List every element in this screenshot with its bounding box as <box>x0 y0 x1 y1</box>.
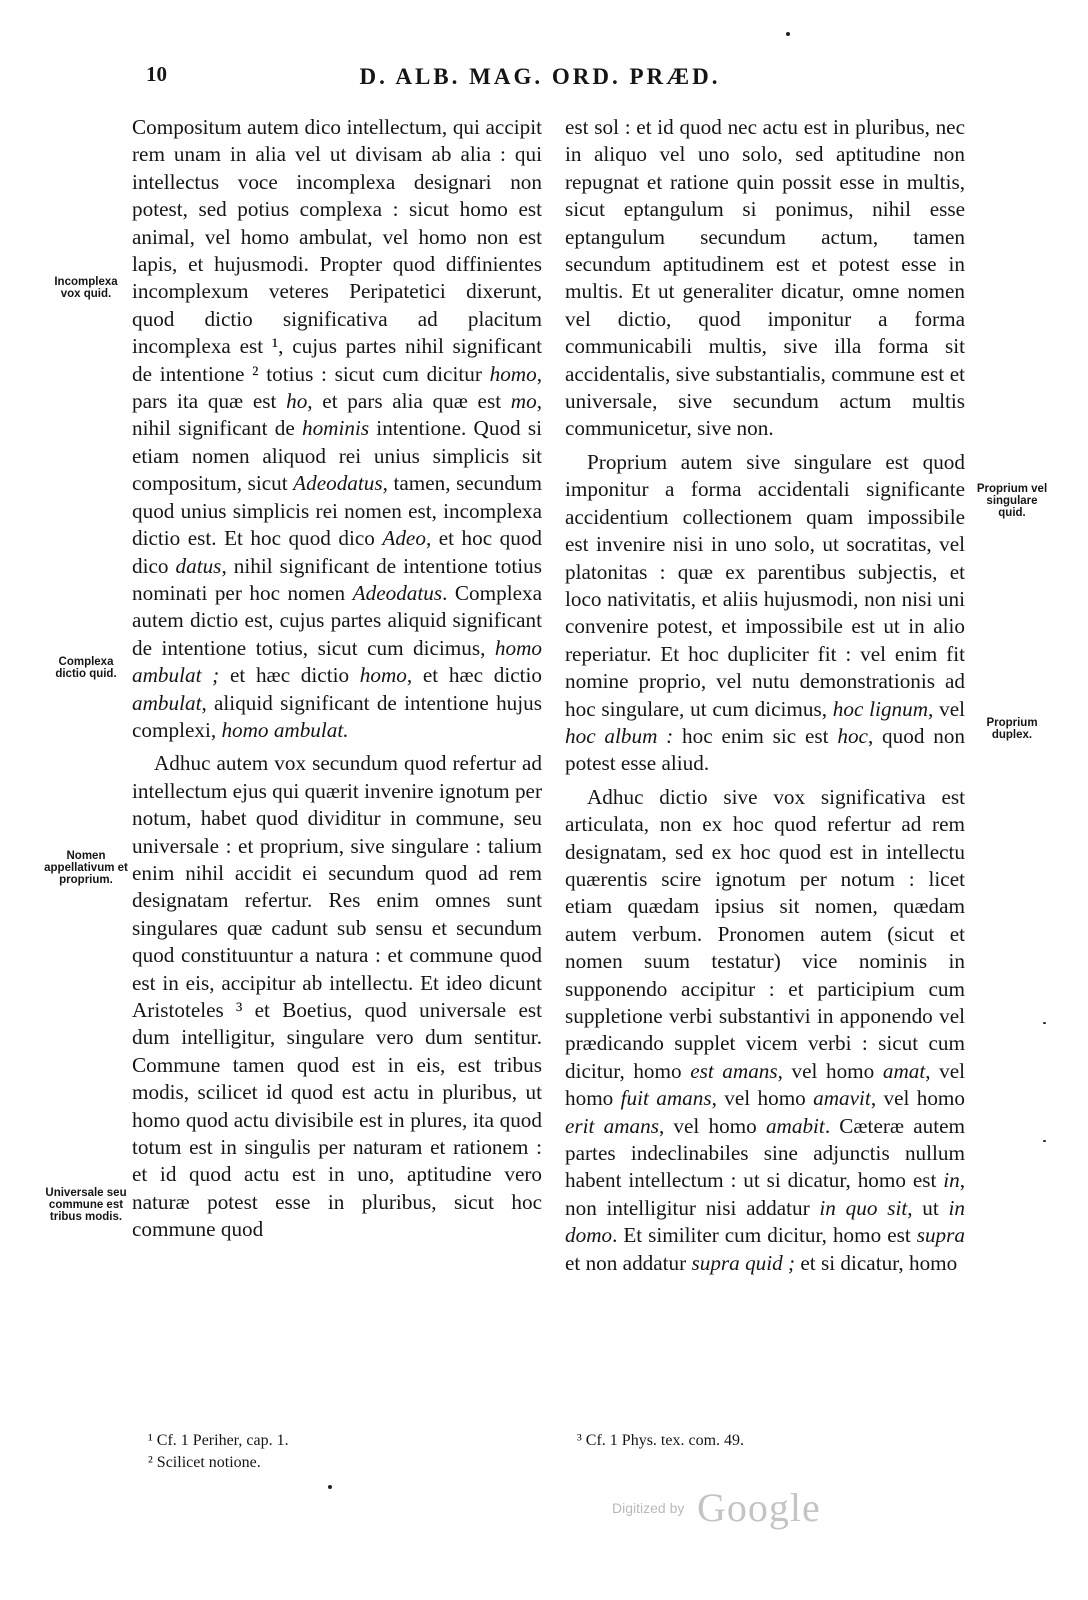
italic-term: Adeodatus <box>352 580 443 605</box>
running-head: D. ALB. MAG. ORD. PRÆD. <box>359 64 721 89</box>
italic-term: homo ambulat. <box>221 717 349 742</box>
italic-term: in quo sit <box>819 1195 908 1220</box>
italic-term: fuit amans <box>620 1086 712 1111</box>
right-column <box>565 114 965 1283</box>
italic-term: datus <box>175 553 222 578</box>
ink-speck <box>1043 1140 1046 1142</box>
paragraph: Adhuc dictio sive vox significativa est articulata, non ex hoc quod refertur ad rem designatam, sed ex hoc quod est in intellectu quærentis scire ignotum per notum : licet etiam quædam ipsius sit nomen, quædam autem verbum. Pronomen autem (sicut et nomen suum testatur) vice nominis in supponendo accipitur : et participium cum suppletione verbi substantivi in apponendo vel prædicando supplet vicem verbi : sicut cum dicitur, homo est amans, vel homo amat, vel homo fuit amans, vel homo amavit, vel homo erit amans, vel homo amabit. Cæteræ autem partes indeclinabiles sine adjunctis nullum habent intellectum : ut si dicatur, homo est in, non intelligitur nisi addatur in quo sit, ut in domo. Et similiter cum dicitur, homo est supra et non addatur supra quid ; et si dicatur, homo <box>565 784 966 1275</box>
footnotes-right <box>577 1430 744 1452</box>
italic-term: hoc <box>837 723 868 748</box>
italic-term: in domo <box>565 1195 966 1248</box>
italic-term: supra <box>916 1223 965 1248</box>
margin-note-proprium-singulare: Proprium vel singulare quid. <box>976 483 1048 519</box>
digitized-by-label: Digitized by <box>612 1500 685 1516</box>
google-watermark-logo: Google <box>697 1485 821 1530</box>
italic-term: ho <box>286 389 308 414</box>
italic-term: hoc lignum, <box>832 696 934 721</box>
paragraph: Proprium autem sive singulare est quod imponitur a forma accidentali significante accidentium collectionem quam impossibile est invenire nisi in uno solo, ut socratitas, vel platonitas : quæ ex parentibus subjectis, et loco nativitatis, et aliis hujusmodi, non nisi uni convenire potest, et impossibile est ut in alio reperiatur. Et hoc dupliciter fit : vel enim fit nomine proprio, vel nutu demonstrationis ad hoc singulare, ut cum dicimus, hoc lignum, vel hoc album : hoc enim sic est hoc, quod non potest esse aliud. <box>565 449 966 776</box>
paragraph: est sol : et id quod nec actu est in pluribus, nec in aliquo vel uno solo, sed aptitudine non repugnat et ratione quin possit esse in multis, sicut eptangulum si ponimus, nihil esse eptangulum secundum actum, tamen secundum aptitudinem est et potest esse in multis. Et ut generaliter dicatur, omne nomen vel dictio, quod imponitur a forma communicabili multis, sive illa forma sit accidentalis, sive substantialis, commune est et universale, sive secundum actum multis communicetur, sive non. <box>565 115 965 441</box>
margin-note-complexa: Complexa dictio quid. <box>55 656 117 680</box>
italic-term: amat <box>882 1058 926 1083</box>
italic-term: Adeo <box>382 526 426 551</box>
paragraph: Compositum autem dico intellectum, qui accipit rem unam in alia vel ut divisam ab alia : qui intellectus voce incomplexa designari non potest, sed potius complexa : sicut homo est animal, vel homo ambulat, vel homo non est lapis, et hujusmodi. Propter quod diffinientes incomplexum veteres Peripatetici dixerunt, quod dictio significativa ad placitum incomplexa est ¹, cujus partes nihil significant de intentione ² totius : sicut cum dicitur homo, pars ita quæ est ho, et pars alia quæ est mo, nihil significant de hominis intentione. Quod si etiam nomen aliquod rei unius simplicis sit compositum, sicut Adeodatus, tamen, secundum quod unius simplicis rei nomen est, incomplexa dictio est. Et hoc quod dico Adeo, et hoc quod dico datus, nihil significant de intentione totius nominati per hoc nomen Adeodatus. Complexa autem dictio est, cujus partes aliquid significant de intentione totius, sicut cum dicimus, homo ambulat ; et hæc dictio homo, et hæc dictio ambulat, aliquid significant de intentione hujus complexi, homo ambulat. <box>132 115 543 742</box>
italic-term: homo ambulat ; <box>132 635 542 688</box>
italic-term: homo <box>359 663 407 688</box>
italic-term: hominis <box>301 416 370 441</box>
italic-term: amabit <box>765 1113 825 1138</box>
left-column <box>132 114 542 1250</box>
italic-term: erit amans <box>565 1113 659 1138</box>
footnote-1: ¹ Cf. 1 Periher, cap. 1. <box>148 1432 289 1449</box>
margin-note-incomplexa: Incomplexa vox quid. <box>54 276 118 300</box>
italic-term: supra quid ; <box>691 1250 796 1275</box>
italic-term: in <box>943 1168 960 1193</box>
italic-term: hoc album : <box>565 723 674 748</box>
footnotes-left <box>148 1430 289 1474</box>
italic-term: ambulat <box>132 690 202 715</box>
footnote-3: ³ Cf. 1 Phys. tex. com. 49. <box>577 1432 745 1449</box>
italic-term: est amans <box>690 1058 778 1083</box>
italic-term: Adeodatus <box>293 471 383 496</box>
footnote-2: ² Scilicet notione. <box>148 1454 261 1471</box>
italic-term: homo <box>489 361 537 386</box>
ink-speck <box>1043 1022 1046 1024</box>
margin-note-proprium-duplex: Proprium duplex. <box>986 717 1038 741</box>
paragraph: Adhuc autem vox secundum quod refertur ad intellectum ejus qui quærit invenire ignotum per notum, habet quod dividitur in commune, seu universale : et proprium, sive singulare : talium enim nihil accidit ei secundum quod ad rem designatam refertur. Res enim omnes sunt singulares quæ cadunt sub sensu et secundum quod constituuntur a natura : et commune quod est in eis, accipitur ab intellectu. Et ideo dicunt Aristoteles ³ et Boetius, quod universale est dum intelligitur, singulare vero dum sentitur. Commune tamen quod est in eis, est tribus modis, scilicet id quod est actu in pluribus, ut homo quod actu divisibile est in plures, ita quod totum est in singulis per naturam et rationem : et id quod actu est in uno, aptitudine vero naturæ potest esse in pluribus, sicut hoc commune quod <box>132 751 542 1242</box>
italic-term: amavit <box>813 1086 871 1111</box>
page-number: 10 <box>146 62 167 86</box>
ink-speck <box>786 32 790 36</box>
italic-term: mo <box>510 389 537 414</box>
ink-speck <box>328 1485 332 1489</box>
margin-note-universale: Universale seu commune est tribus modis. <box>45 1187 127 1223</box>
margin-note-nomen: Nomen appellativum et proprium. <box>44 850 128 886</box>
